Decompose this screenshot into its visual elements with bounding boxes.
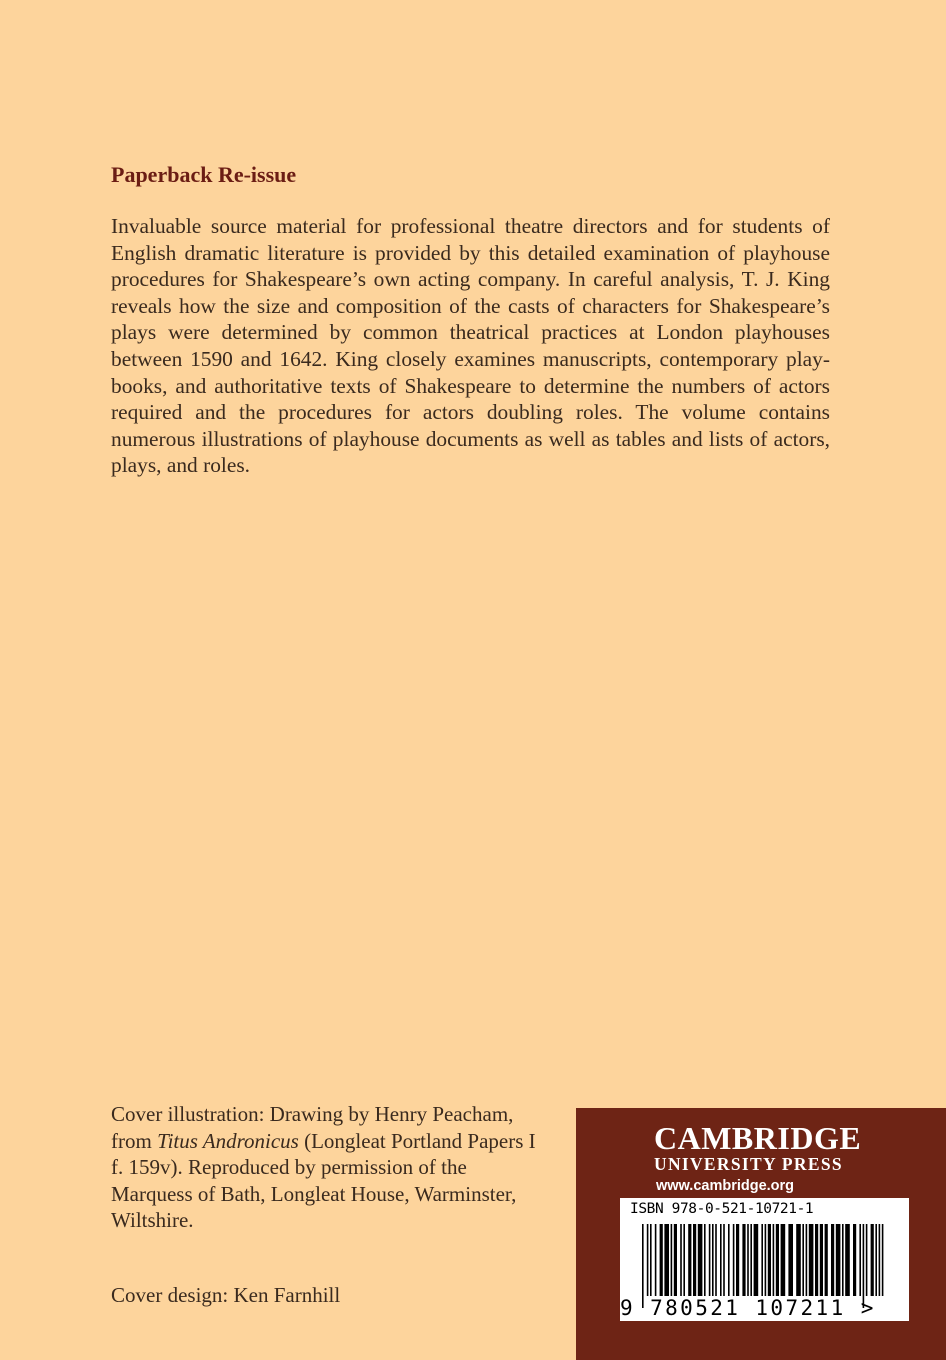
section-heading: Paperback Re-issue <box>111 162 297 187</box>
barcode-bar <box>704 1224 706 1296</box>
isbn-label: ISBN 978-0-521-10721-1 <box>630 1201 814 1217</box>
barcode-bar <box>809 1224 814 1296</box>
barcode-bar <box>796 1224 801 1296</box>
publisher-logo-name: CAMBRIDGE <box>654 1120 862 1156</box>
barcode-bar <box>664 1224 669 1296</box>
barcode-bar <box>712 1224 714 1296</box>
barcode-bar <box>825 1224 828 1296</box>
barcode-bar <box>680 1224 682 1296</box>
barcode-bar <box>671 1224 673 1296</box>
publisher-panel <box>576 1108 946 1360</box>
barcode-bar <box>836 1224 841 1296</box>
barcode-bar <box>875 1224 877 1296</box>
barcode-bar <box>765 1224 767 1296</box>
barcode-bar <box>674 1224 677 1296</box>
barcode-bar <box>660 1224 663 1296</box>
credit-title: Titus Andronicus <box>157 1128 299 1153</box>
barcode-bar <box>815 1224 818 1296</box>
barcode-bar <box>882 1224 884 1296</box>
credit-suffix: (Longleat Portland Papers I f. 159v). Reproduced by permission of the Marquess of Bath, Longleat House, Warminster, Wiltshire. <box>111 1128 536 1233</box>
barcode-bar <box>879 1224 881 1296</box>
barcode-bar <box>773 1224 775 1296</box>
barcode-bar <box>655 1224 657 1296</box>
barcode-bar <box>806 1224 808 1296</box>
credit-prefix: Cover illustration: Drawing by Henry Peacham, from <box>111 1102 514 1153</box>
barcode-bar <box>683 1224 685 1296</box>
barcode-bar <box>750 1224 752 1296</box>
barcode-bar <box>688 1224 691 1296</box>
barcode <box>620 1198 909 1321</box>
barcode-bar <box>781 1224 786 1296</box>
barcode-bar <box>768 1224 771 1296</box>
barcode-bar <box>647 1224 649 1296</box>
barcode-bar <box>761 1224 763 1296</box>
barcode-bar <box>698 1224 703 1296</box>
cover-illustration-credit <box>111 1101 541 1234</box>
barcode-bar <box>831 1224 834 1296</box>
barcode-bar <box>742 1224 745 1296</box>
barcode-bar <box>693 1224 696 1296</box>
barcode-bar <box>747 1224 749 1296</box>
publisher-url: www.cambridge.org <box>656 1178 795 1194</box>
book-description: Invaluable source material for professional theatre directors and for students of English dramatic literature is provided by this detailed examination of playhouse procedures for Shakespeare’s own acting company. In careful analysis, T. J. King reveals how the size and composition of the casts of characters for Shakespeare’s plays were determined by common theatrical practices at London playhouses between 1590 and 1642. King closely examines manuscripts, contemporary play-books, and authoritative texts of Shakespeare to determine the numbers of actors required and the procedures for actors doubling roles. The volume contains numerous illustrations of playhouse documents as well as tables and lists of actors, plays, and roles. <box>111 214 830 478</box>
barcode-bar <box>859 1224 861 1296</box>
barcode-digits: 9 780521 107211 > <box>620 1296 876 1320</box>
barcode-bar <box>845 1224 850 1296</box>
barcode-bar <box>820 1224 823 1296</box>
barcode-bar <box>754 1224 759 1296</box>
barcode-bar <box>866 1224 868 1296</box>
barcode-bar <box>736 1224 739 1296</box>
barcode-bar <box>853 1224 856 1296</box>
barcode-bar <box>728 1224 730 1296</box>
barcode-bar <box>723 1224 725 1296</box>
barcode-bar <box>715 1224 717 1296</box>
barcode-bar <box>842 1224 844 1296</box>
barcode-bar <box>650 1224 652 1296</box>
barcode-bar <box>709 1224 711 1296</box>
barcode-bar <box>720 1224 722 1296</box>
barcode-bar <box>802 1224 804 1296</box>
barcode-bar <box>733 1224 735 1296</box>
barcode-bar <box>776 1224 779 1296</box>
cover-design-credit: Cover design: Ken Farnhill <box>111 1283 341 1307</box>
publisher-logo-sub: UNIVERSITY PRESS <box>654 1154 843 1174</box>
barcode-bar <box>871 1224 874 1296</box>
barcode-bar <box>788 1224 793 1296</box>
